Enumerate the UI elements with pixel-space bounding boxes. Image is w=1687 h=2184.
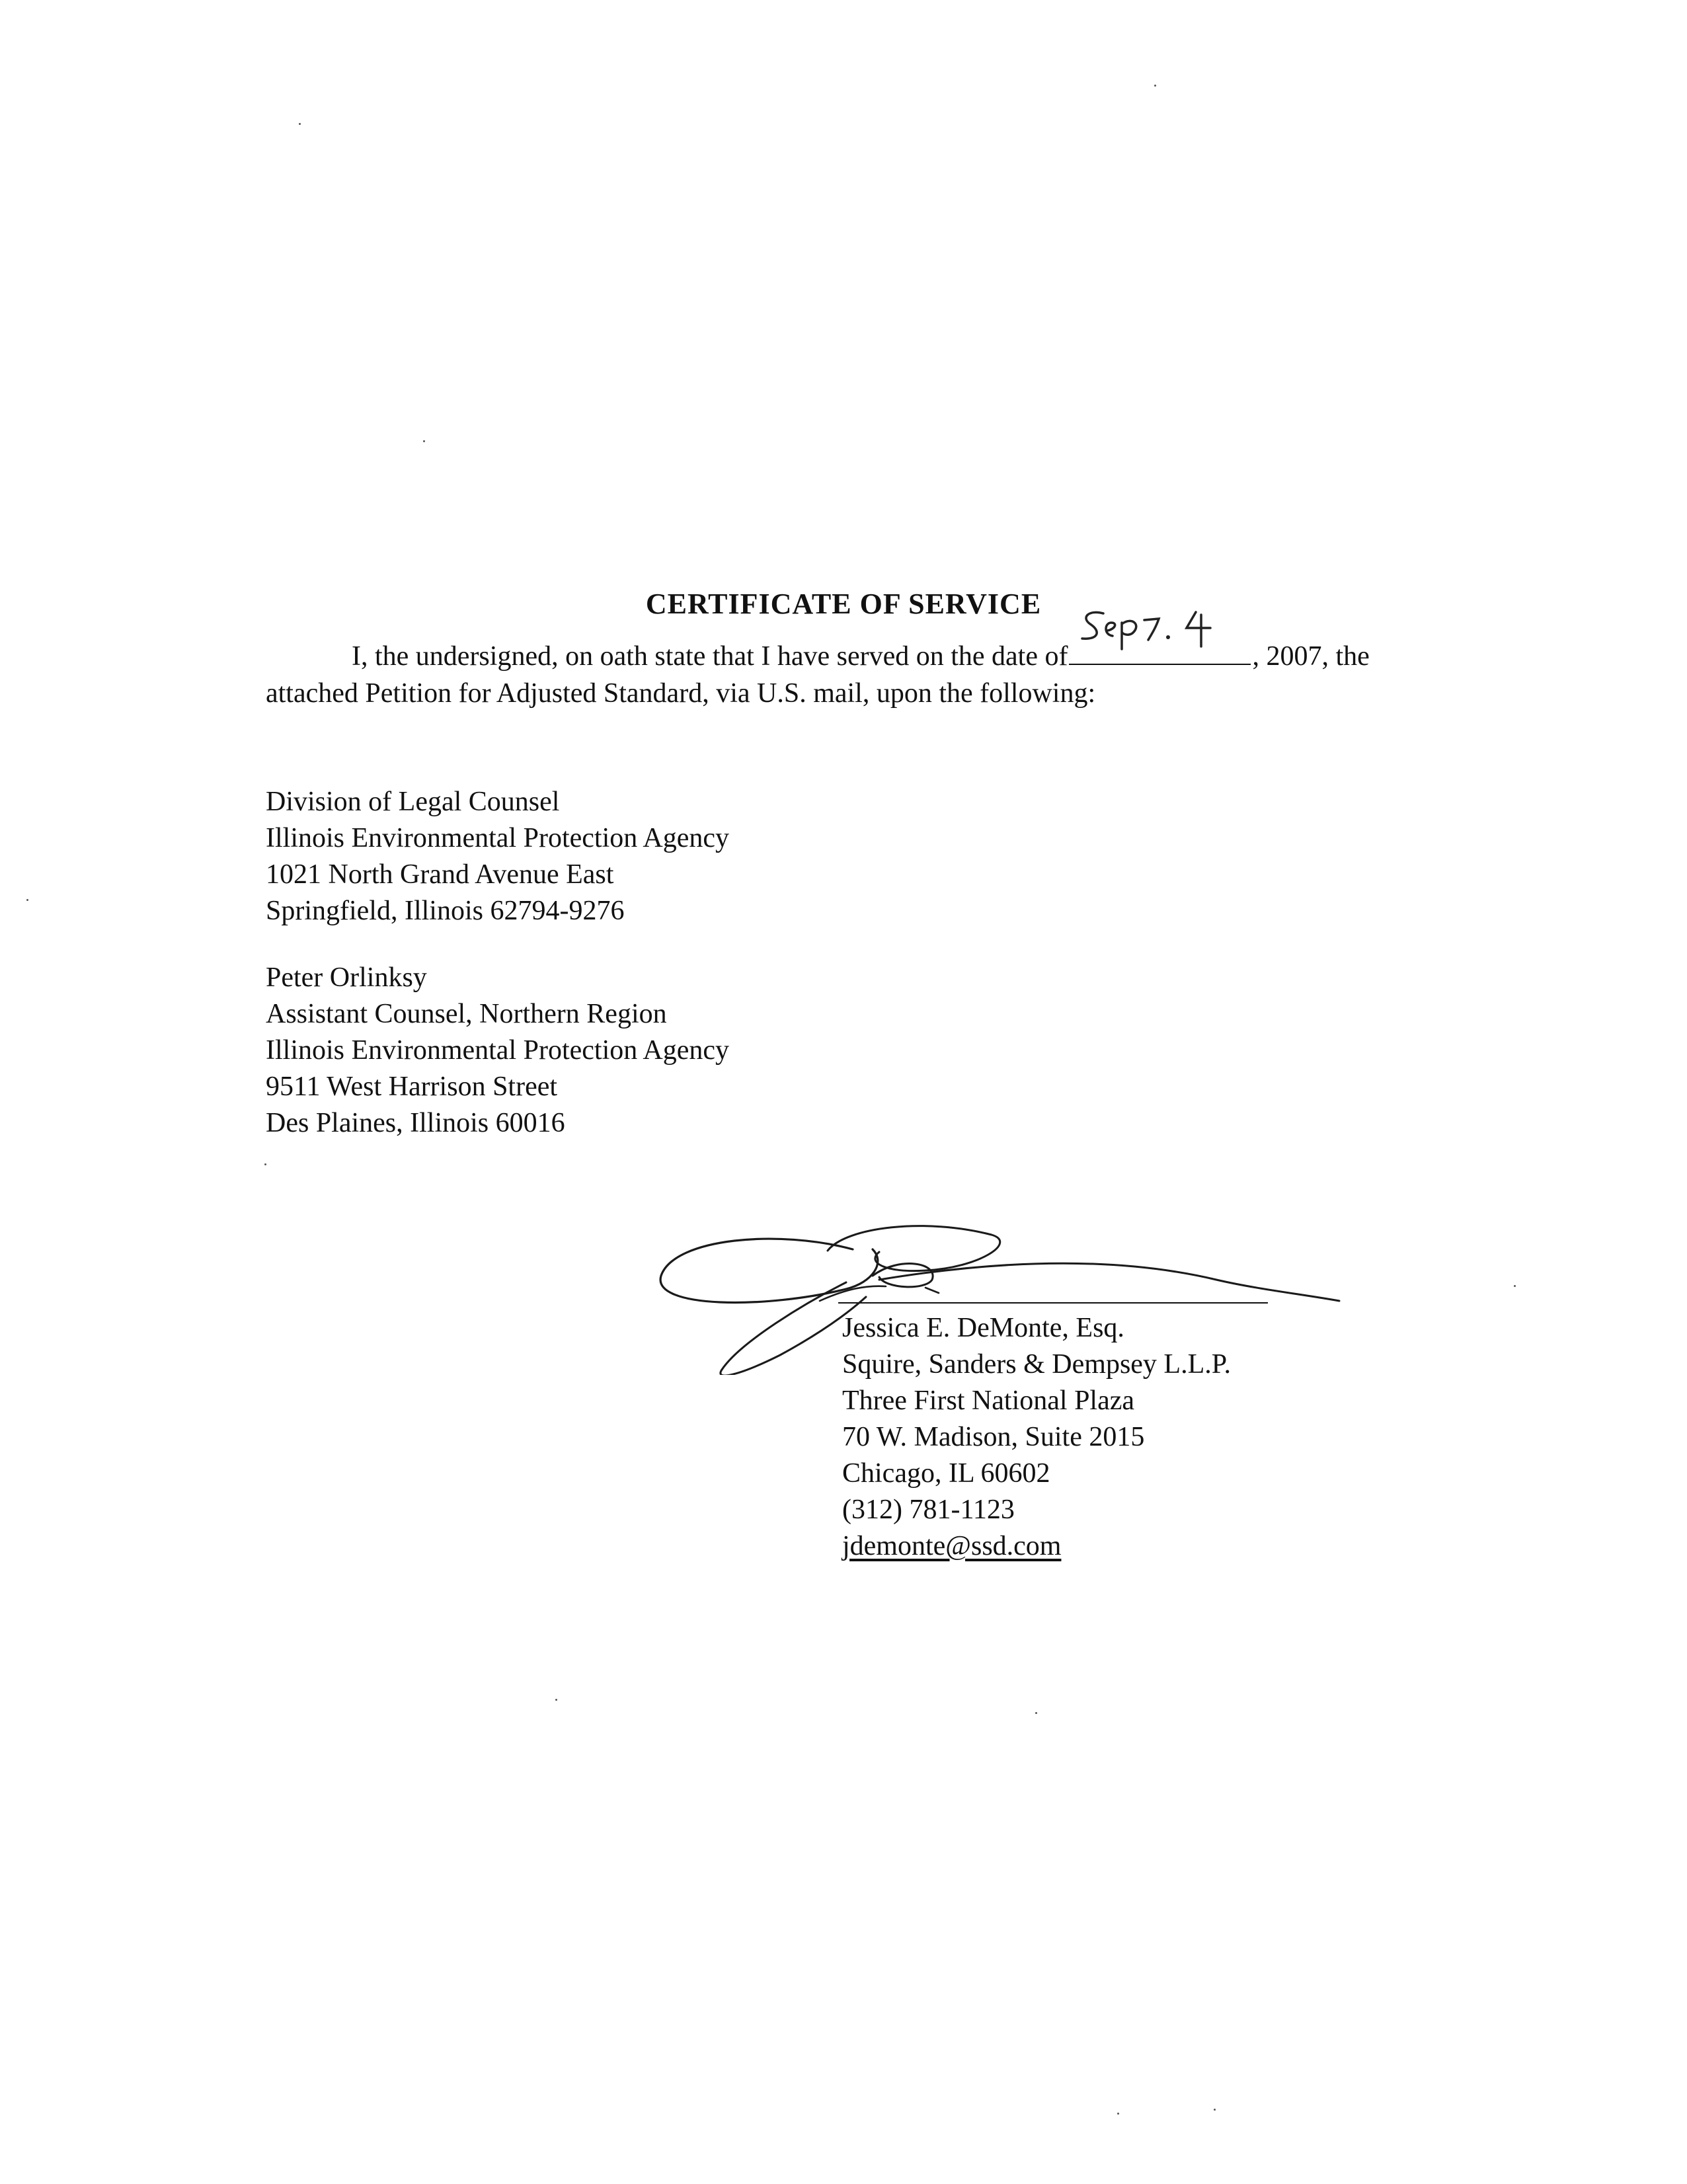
paragraph-text-after-date: , 2007, the — [1252, 641, 1370, 672]
signer-address-1: Three First National Plaza — [842, 1385, 1135, 1416]
paragraph-text-before-date: I, the undersigned, on oath state that I have served on the date of — [352, 641, 1068, 672]
recipient-1-line: Springfield, Illinois 62794-9276 — [266, 896, 625, 926]
recipient-block-1 — [266, 784, 729, 929]
recipient-1-line: 1021 North Grand Avenue East — [266, 859, 614, 890]
recipient-2-line: Illinois Environmental Protection Agency — [266, 1035, 730, 1066]
page-title: CERTIFICATE OF SERVICE — [645, 588, 1042, 620]
recipient-block-2 — [266, 960, 729, 1142]
signer-phone: (312) 781-1123 — [842, 1495, 1015, 1525]
recipient-2-line: 9511 West Harrison Street — [266, 1072, 558, 1102]
signer-block — [842, 1310, 1231, 1565]
scan-speck — [1514, 1285, 1516, 1287]
signer-city: Chicago, IL 60602 — [842, 1458, 1050, 1489]
signer-email-link[interactable]: jdemonte@ssd.com — [842, 1531, 1062, 1561]
scan-speck — [264, 1163, 266, 1165]
scan-speck — [299, 123, 301, 125]
recipient-2-line: Assistant Counsel, Northern Region — [266, 999, 667, 1029]
scan-speck — [1214, 2109, 1216, 2111]
scan-speck — [1117, 2113, 1119, 2115]
scan-speck — [555, 1699, 557, 1701]
recipient-1-line: Division of Legal Counsel — [266, 787, 560, 817]
recipient-2-line: Peter Orlinksy — [266, 962, 427, 993]
signer-address-2: 70 W. Madison, Suite 2015 — [842, 1422, 1145, 1452]
scan-speck — [1154, 85, 1156, 87]
signer-firm: Squire, Sanders & Dempsey L.L.P. — [842, 1349, 1231, 1380]
scan-speck — [423, 440, 425, 442]
scan-speck — [1035, 1712, 1037, 1714]
paragraph-line-1 — [266, 637, 1509, 675]
signer-name: Jessica E. DeMonte, Esq. — [842, 1313, 1124, 1343]
scan-speck — [26, 899, 28, 901]
recipient-1-line: Illinois Environmental Protection Agency — [266, 823, 730, 853]
paragraph-line-2: attached Petition for Adjusted Standard, via U.S. mail, upon the following: — [266, 678, 1096, 709]
handwritten-date-field — [1069, 637, 1251, 665]
certificate-paragraph — [266, 637, 1509, 712]
handwritten-date-icon — [1076, 608, 1247, 661]
recipient-2-line: Des Plaines, Illinois 60016 — [266, 1108, 565, 1138]
